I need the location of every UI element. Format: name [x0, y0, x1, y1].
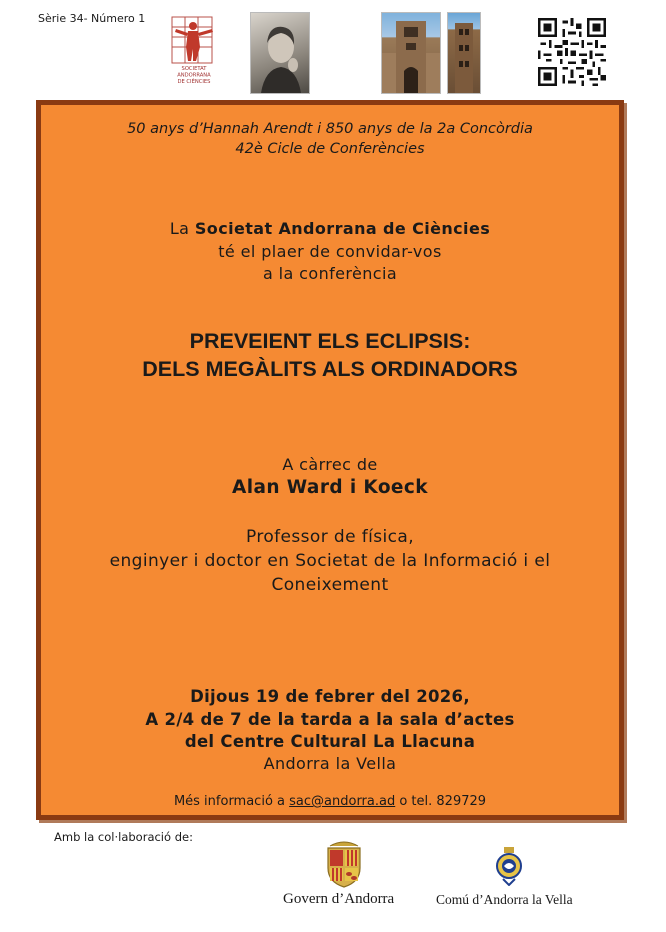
speaker-name: Alan Ward i Koeck [232, 477, 428, 498]
info-prefix: Més informació a [173, 794, 290, 809]
portrait-photo [250, 12, 310, 94]
logo-line-3: DE CIÈNCIES [177, 79, 211, 85]
comu-andorra-la-vella-name: Comú d’Andorra la Vella [436, 892, 573, 907]
invite-prefix: La [169, 219, 195, 238]
event-time: A 2/4 de 7 de la tarda a la sala d’actes [145, 710, 515, 729]
church-photo [381, 12, 441, 94]
invite-line-2: té el plaer de convidar-vos [218, 242, 442, 261]
bio-line-3: Coneixement [271, 575, 389, 595]
bio-line-1: Professor de física, [245, 527, 415, 547]
qr-code[interactable] [538, 18, 606, 86]
theme-line-1: 50 anys d’Hannah Arendt i 850 anys de la 2a Concòrdia [127, 121, 533, 137]
contact-email-link[interactable]: sac@andorra.ad [289, 794, 396, 809]
sac-logo [168, 15, 220, 87]
talk-title-line-1: PREVEIENT ELS ECLIPSIS: [189, 329, 471, 353]
bio-line-2: enginyer i doctor en Societat de la Informació i el [109, 551, 551, 571]
govern-andorra-name: Govern d’Andorra [283, 891, 395, 907]
collaboration-label: Amb la col·laboració de: [54, 830, 193, 844]
series-number: Sèrie 34- Número 1 [38, 12, 146, 25]
by-label: A càrrec de [282, 455, 378, 474]
event-date: Dijous 19 de febrer del 2026, [190, 687, 470, 706]
bell-tower-photo [447, 12, 481, 94]
govern-andorra-crest-icon [322, 838, 366, 888]
event-city: Andorra la Vella [263, 754, 397, 773]
invite-line-3: a la conferència [262, 264, 398, 283]
comu-andorra-la-vella-crest-icon [495, 846, 523, 886]
more-info [41, 794, 619, 809]
logo-line-2: ANDORRANA [177, 72, 211, 79]
talk-title-line-2: DELS MEGÀLITS ALS ORDINADORS [142, 357, 518, 381]
theme-line-2: 42è Cicle de Conferències [235, 141, 425, 157]
organization-name: Societat Andorrana de Ciències [194, 219, 491, 238]
info-phone: o tel. 829729 [395, 794, 487, 809]
logo-line-1: SOCIETAT [181, 66, 207, 72]
invite-line-1 [41, 219, 619, 238]
invitation-flyer [36, 100, 624, 820]
event-venue: del Centre Cultural La Llacuna [184, 732, 476, 751]
